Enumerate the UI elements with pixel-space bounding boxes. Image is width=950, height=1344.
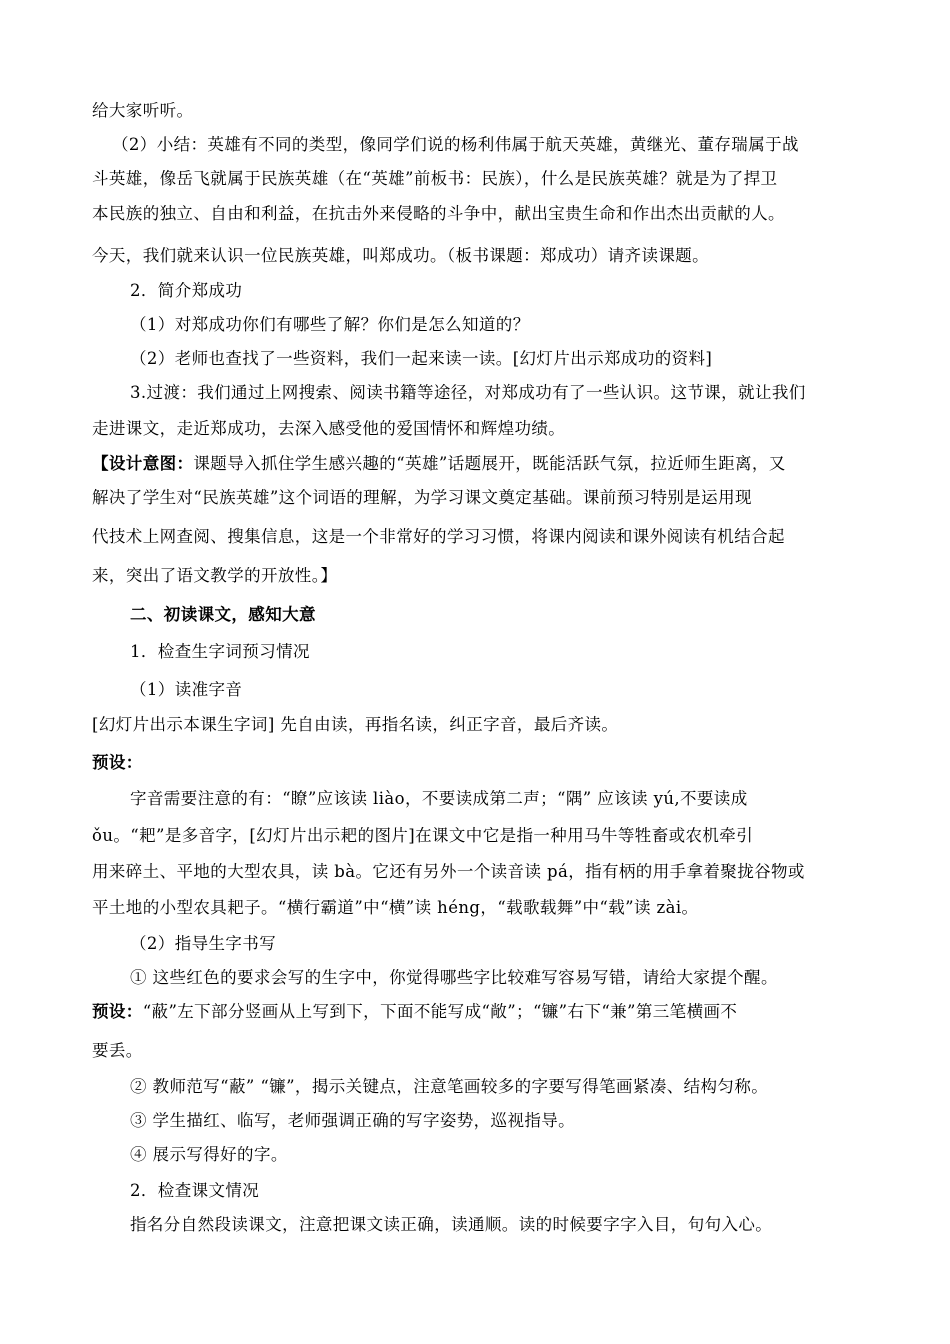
paragraph-line: （2）老师也查找了一些资料，我们一起来读一读。[幻灯片出示郑成功的资料] [130, 349, 713, 368]
paragraph-line: 走进课文，走近郑成功，去深入感受他的爱国情怀和辉煌功绩。 [92, 419, 566, 438]
paragraph-line: 2．简介郑成功 [130, 281, 243, 300]
preset-label: 预设： [92, 1002, 143, 1021]
paragraph-line: 平土地的小型农具耙子。“横行霸道”中“横”读 héng，“载歌载舞”中“载”读 zài。 [92, 898, 699, 917]
paragraph-line: 要丢。 [92, 1041, 143, 1060]
preset-text: “蔽”左下部分竖画从上写到下，下面不能写成“敞”；“镰”右下“兼”第三笔横画不 [142, 1002, 738, 1021]
paragraph-line: （2）指导生字书写 [130, 934, 277, 953]
preset-label: 预设： [92, 753, 143, 772]
paragraph-line: ① 这些红色的要求会写的生字中，你觉得哪些字比较难写容易写错，请给大家提个醒。 [130, 968, 778, 987]
paragraph-line: 来，突出了语文教学的开放性。】 [92, 566, 338, 585]
paragraph-line: 2．检查课文情况 [130, 1181, 260, 1200]
paragraph-line: 解决了学生对“民族英雄”这个词语的理解，为学习课文奠定基础。课前预习特别是运用现 [92, 488, 752, 507]
paragraph-line: 代技术上网查阅、搜集信息，这是一个非常好的学习习惯，将课内阅读和课外阅读有机结合起 [92, 527, 785, 546]
paragraph-line: ③ 学生描红、临写，老师强调正确的写字姿势，巡视指导。 [130, 1111, 576, 1130]
section-heading: 二、初读课文，感知大意 [130, 605, 316, 624]
paragraph-line: ǒu。“耙”是多音字，[幻灯片出示耙的图片]在课文中它是指一种用马牛等牲畜或农机牵引 [92, 826, 754, 845]
design-intent-line [92, 453, 862, 477]
paragraph-line: 用来碎土、平地的大型农具，读 bà。它还有另外一个读音读 pá，指有柄的用手拿着聚拢谷物或 [92, 862, 805, 881]
paragraph-line: ② 教师范写“蔽” “镰”，揭示关键点，注意笔画较多的字要写得笔画紧凑、结构匀称。 [130, 1077, 769, 1096]
paragraph-line: 斗英雄，像岳飞就属于民族英雄（在“英雄”前板书：民族），什么是民族英雄？就是为了捍卫 [92, 169, 778, 188]
paragraph-line: （1）对郑成功你们有哪些了解？你们是怎么知道的？ [130, 315, 530, 334]
design-intent-text: 课题导入抓住学生感兴趣的“英雄”话题展开，既能活跃气氛，拉近师生距离，又 [193, 454, 786, 473]
paragraph-line: 本民族的独立、自由和利益，在抗击外来侵略的斗争中，献出宝贵生命和作出杰出贡献的人。 [92, 204, 785, 223]
paragraph-line: 给大家听听。 [92, 101, 194, 120]
paragraph-line: （2）小结：英雄有不同的类型，像同学们说的杨利伟属于航天英雄，黄继光、董存瑞属于战 [112, 135, 799, 154]
paragraph-line: 3.过渡：我们通过上网搜索、阅读书籍等途径，对郑成功有了一些认识。这节课，就让我们 [130, 383, 806, 402]
paragraph-line: 字音需要注意的有：“瞭”应该读 liào，不要读成第二声；“隅” 应该读 yú,不要读成 [130, 789, 748, 808]
paragraph-line: 今天，我们就来认识一位民族英雄，叫郑成功。（板书课题：郑成功）请齐读课题。 [92, 246, 710, 265]
design-intent-label: 【设计意图： [92, 454, 194, 473]
paragraph-line: （1）读准字音 [130, 680, 243, 699]
paragraph-line: 1．检查生字词预习情况 [130, 642, 310, 661]
paragraph-line: ④ 展示写得好的字。 [130, 1145, 288, 1164]
paragraph-line: [幻灯片出示本课生字词] 先自由读，再指名读，纠正字音，最后齐读。 [92, 715, 619, 734]
paragraph-line: 指名分自然段读课文，注意把课文读正确，读通顺。读的时候要字字入目，句句入心。 [130, 1215, 773, 1234]
preset-line [92, 1001, 862, 1025]
